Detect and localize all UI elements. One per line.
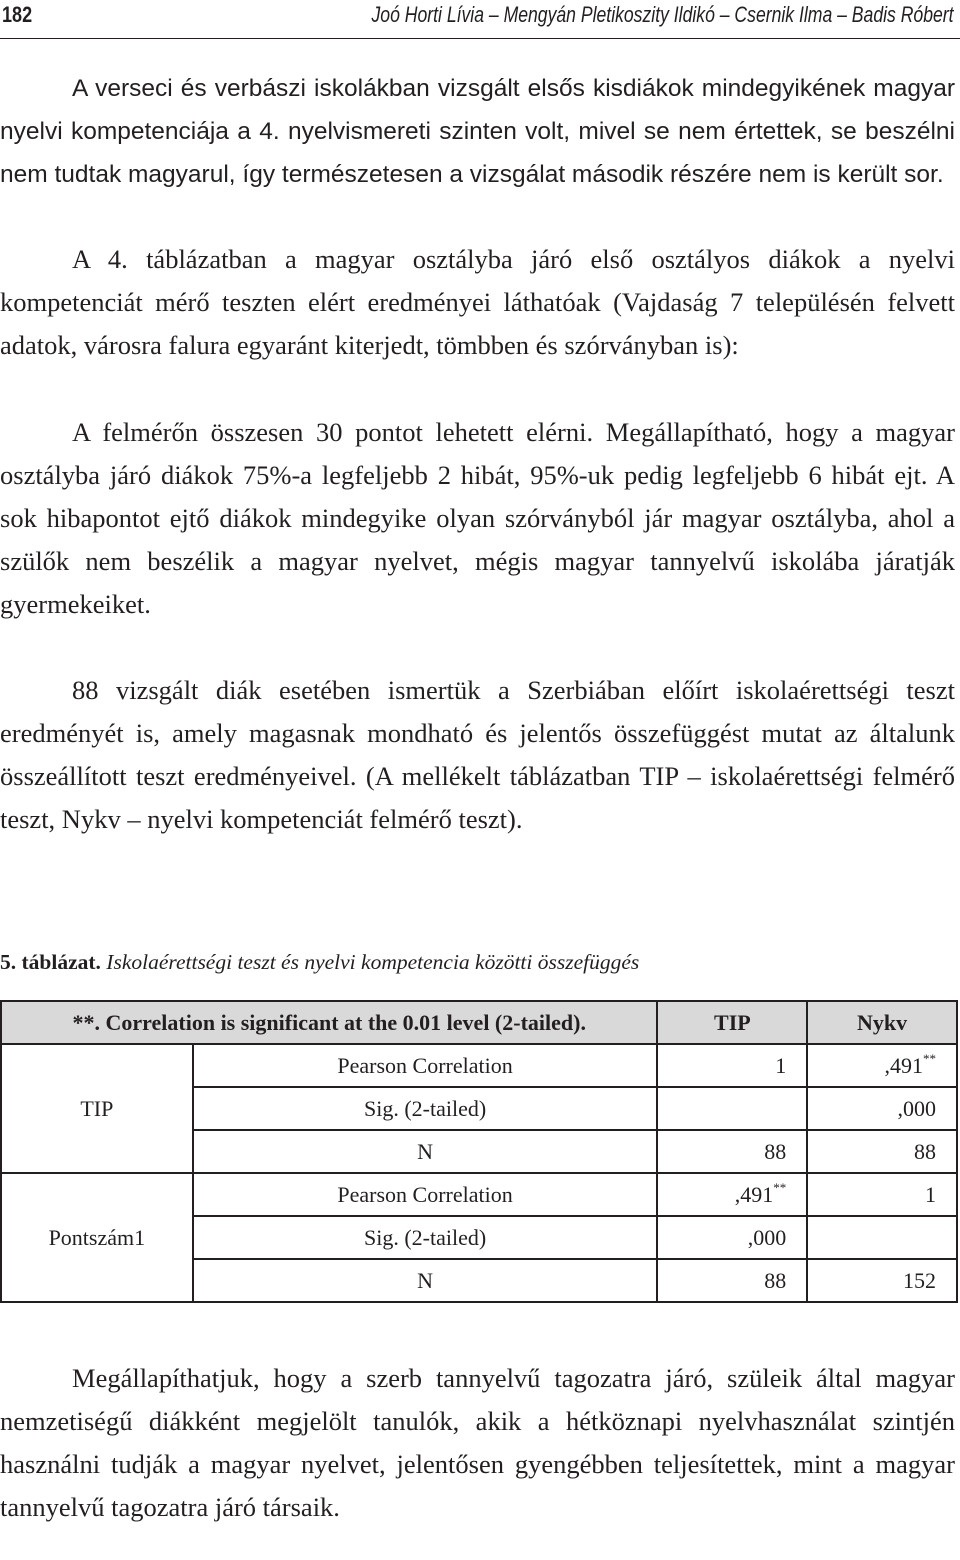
table-cell-value: ,491 bbox=[734, 1181, 774, 1207]
running-head: Joó Horti Lívia – Mengyán Pletikoszity Ildikó – Csernik Ilma – Badis Róbert bbox=[371, 2, 954, 27]
table-cell-tip bbox=[657, 1259, 807, 1302]
table-stat-name: Sig. (2-tailed) bbox=[193, 1087, 658, 1130]
table-stat-name: N bbox=[193, 1259, 658, 1302]
page-header bbox=[0, 0, 960, 39]
table-stat-name: N bbox=[193, 1130, 658, 1173]
table-row bbox=[1, 1044, 957, 1087]
table-stat-name: Sig. (2-tailed) bbox=[193, 1216, 658, 1259]
table-cell-value: 88 bbox=[764, 1267, 787, 1293]
table-cell-tip bbox=[657, 1130, 807, 1173]
table-cell-value: ,000 bbox=[897, 1095, 936, 1121]
paragraph-3 bbox=[0, 411, 955, 626]
paragraph-5-text: Megállapíthatjuk, hogy a szerb tannyelvű tagozatra járó, szüleik által magyar nemzetiségű diákként megjelölt tanulók, akik a hétköznapi nyelvhasználat szintjén használni tudják a magyar nyelvet, jelentősen gyengébben teljesítettek, mint a magyar tannyelvű tagozatra járó társaik. bbox=[0, 1363, 955, 1522]
table-header-tip: TIP bbox=[657, 1001, 807, 1044]
table-cell-tip bbox=[657, 1216, 807, 1259]
table-cell-tip bbox=[657, 1087, 807, 1130]
table-cell-value: ,491 bbox=[884, 1052, 923, 1078]
table-cell-nykv bbox=[807, 1216, 957, 1259]
table-caption-number: 5. táblázat. bbox=[0, 950, 101, 974]
table-stat-name: Pearson Correlation bbox=[193, 1173, 658, 1216]
table-cell-nykv bbox=[807, 1259, 957, 1302]
paragraph-1 bbox=[0, 67, 955, 196]
table-cell-value: 152 bbox=[903, 1267, 936, 1293]
table-row bbox=[1, 1173, 957, 1216]
paragraph-4-text: 88 vizsgált diák esetében ismertük a Szerbiában előírt iskolaérettségi teszt eredményét is, amely magasnak mondható és jelentős összefüggést mutat az általunk összeállított teszt eredményeivel. (A mellékelt táblázatban TIP – iskolaérettségi felmérő teszt, Nykv – nyelvi kompetenciát felmérő teszt). bbox=[0, 675, 955, 834]
table-header-row bbox=[1, 1001, 957, 1044]
paragraph-4 bbox=[0, 669, 955, 841]
table-cell-tip bbox=[657, 1044, 807, 1087]
correlation-table bbox=[0, 1000, 958, 1303]
table-stat-name: Pearson Correlation bbox=[193, 1044, 658, 1087]
table-header-note: **. Correlation is significant at the 0.01 level (2-tailed). bbox=[1, 1001, 657, 1044]
paragraph-2 bbox=[0, 238, 955, 367]
table-cell-value: 88 bbox=[764, 1138, 787, 1164]
table-cell-nykv bbox=[807, 1130, 957, 1173]
table-cell-nykv bbox=[807, 1087, 957, 1130]
page-number: 182 bbox=[2, 2, 33, 27]
paragraph-3-text: A felmérőn összesen 30 pontot lehetett elérni. Megállapítható, hogy a magyar osztályba járó diákok 75%-a legfeljebb 2 hibát, 95%-uk pedig legfeljebb 6 hibát ejt. A sok hibapontot ejtő diákok mindegyike olyan szórványból jár magyar osztályba, ahol a szülők nem beszélik a magyar nyelvet, mégis magyar tannyelvű iskolába járatják gyermekeiket. bbox=[0, 417, 955, 619]
table-cell-nykv bbox=[807, 1044, 957, 1087]
significance-marker: ** bbox=[773, 1179, 787, 1195]
table-group-label: Pontszám1 bbox=[1, 1173, 193, 1302]
table-cell-tip bbox=[657, 1173, 807, 1216]
table-caption bbox=[0, 950, 639, 975]
table-cell-nykv bbox=[807, 1173, 957, 1216]
table-cell-value: 1 bbox=[775, 1052, 787, 1078]
paragraph-5 bbox=[0, 1357, 955, 1529]
significance-marker: ** bbox=[923, 1050, 936, 1066]
table-header-nykv: Nykv bbox=[807, 1001, 957, 1044]
table-group-label: TIP bbox=[1, 1044, 193, 1173]
table-caption-title: Iskolaérettségi teszt és nyelvi kompetencia közötti összefüggés bbox=[106, 950, 640, 974]
table-cell-value: 1 bbox=[925, 1181, 936, 1207]
paragraph-2-text: A 4. táblázatban a magyar osztályba járó első osztályos diákok a nyelvi kompetenciát mérő teszten elért eredményei láthatóak (Vajdaság 7 településén felvett adatok, városra falura egyaránt kiterjedt, tömbben és szórványban is): bbox=[0, 244, 955, 360]
table-cell-value: 88 bbox=[914, 1138, 936, 1164]
table-cell-value: ,000 bbox=[747, 1224, 787, 1250]
paragraph-1-text: A verseci és verbászi iskolákban vizsgált elsős kisdiákok mindegyikének magyar nyelvi kompetenciája a 4. nyelvismereti szinten volt, mivel se nem értettek, se beszélni nem tudtak magyarul, így természetesen a vizsgálat második részére nem is került sor. bbox=[0, 75, 955, 188]
